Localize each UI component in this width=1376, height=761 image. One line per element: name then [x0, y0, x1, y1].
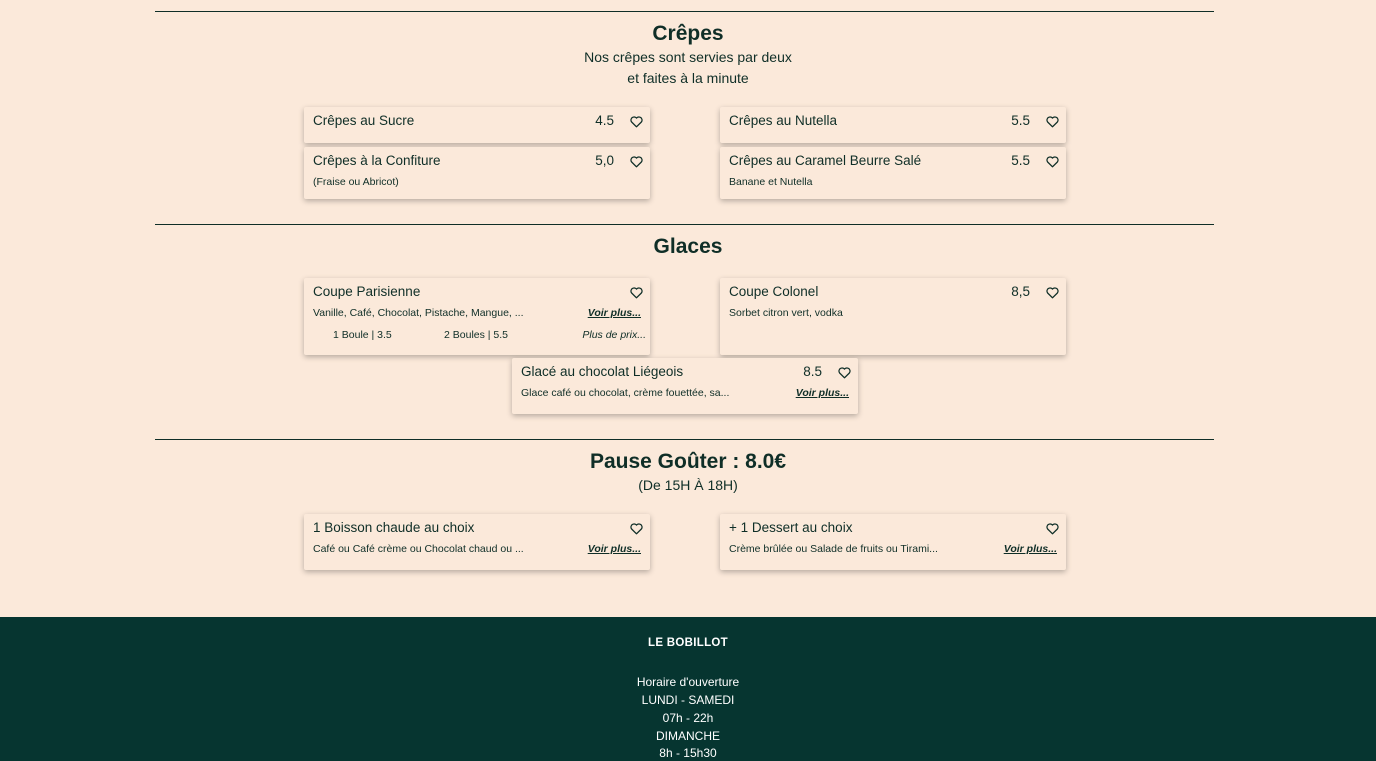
item-price: 5.5 [1011, 113, 1030, 128]
item-description: Banane et Nutella [729, 176, 813, 188]
item-description: Café ou Café crème ou Chocolat chaud ou ... [313, 543, 524, 555]
section-subtitle-crepes-2: et faites à la minute [627, 70, 749, 86]
see-more-link[interactable]: Voir plus... [1003, 543, 1057, 555]
divider-glaces [155, 224, 1214, 225]
divider-top [155, 11, 1214, 12]
menu-item-card[interactable] [720, 278, 1066, 355]
footer [0, 617, 1376, 761]
section-title-crepes: Crêpes [652, 22, 724, 45]
weekday-label: LUNDI - SAMEDI [641, 693, 735, 707]
see-more-link[interactable]: Voir plus... [795, 387, 849, 399]
menu-item-card[interactable] [304, 107, 650, 143]
footer-brand: LE BOBILLOT [648, 637, 728, 649]
menu-item-card[interactable] [720, 147, 1066, 199]
heart-icon[interactable] [629, 114, 644, 129]
menu-item-card[interactable] [304, 278, 650, 355]
heart-icon[interactable] [629, 154, 644, 169]
section-title-glaces: Glaces [653, 235, 723, 258]
opening-hours-title: Horaire d'ouverture [636, 675, 740, 689]
item-name: Crêpes à la Confiture [313, 153, 441, 168]
item-description: Sorbet citron vert, vodka [729, 307, 843, 319]
item-name: Glacé au chocolat Liégeois [521, 364, 684, 379]
item-description: Vanille, Café, Chocolat, Pistache, Mangue, ... [313, 307, 524, 319]
heart-icon[interactable] [1045, 285, 1060, 300]
item-description: (Fraise ou Abricot) [313, 176, 399, 188]
more-prices-link[interactable]: Plus de prix... [582, 329, 646, 341]
menu-item-card[interactable] [304, 514, 650, 570]
menu-item-card[interactable] [512, 358, 858, 414]
weekday-hours: 07h - 22h [662, 711, 714, 725]
item-price: 8.5 [803, 364, 822, 379]
heart-icon[interactable] [629, 285, 644, 300]
item-description: Glace café ou chocolat, crème fouettée, sa... [521, 387, 730, 399]
see-more-link[interactable]: Voir plus... [587, 543, 641, 555]
heart-icon[interactable] [1045, 114, 1060, 129]
heart-icon[interactable] [1045, 154, 1060, 169]
sunday-label: DIMANCHE [655, 729, 720, 743]
menu-item-card[interactable] [720, 514, 1066, 570]
section-subtitle-crepes-1: Nos crêpes sont servies par deux [584, 49, 792, 65]
item-description: Crème brûlée ou Salade de fruits ou Tirami... [729, 543, 938, 555]
item-name: + 1 Dessert au choix [729, 520, 853, 535]
heart-icon[interactable] [837, 365, 852, 380]
see-more-link[interactable]: Voir plus... [587, 307, 641, 319]
divider-gouter [155, 439, 1214, 440]
menu-item-card[interactable] [720, 107, 1066, 143]
item-price: 5.5 [1011, 153, 1030, 168]
item-price: 5,0 [595, 153, 614, 168]
item-name: Coupe Parisienne [313, 284, 421, 299]
item-name: Coupe Colonel [729, 284, 819, 299]
item-name: Crêpes au Caramel Beurre Salé [729, 153, 922, 168]
section-subtitle-gouter: (De 15H À 18H) [638, 477, 738, 493]
item-price: 4.5 [595, 113, 614, 128]
price-option-1: 1 Boule | 3.5 [333, 329, 392, 341]
heart-icon[interactable] [629, 521, 644, 536]
section-title-gouter: Pause Goûter : 8.0€ [589, 450, 787, 473]
heart-icon[interactable] [1045, 521, 1060, 536]
item-name: Crêpes au Sucre [313, 113, 415, 128]
menu-item-card[interactable] [304, 147, 650, 199]
sunday-hours: 8h - 15h30 [659, 746, 717, 760]
item-name: 1 Boisson chaude au choix [313, 520, 475, 535]
item-price: 8,5 [1011, 284, 1030, 299]
price-option-2: 2 Boules | 5.5 [444, 329, 509, 341]
item-name: Crêpes au Nutella [729, 113, 838, 128]
